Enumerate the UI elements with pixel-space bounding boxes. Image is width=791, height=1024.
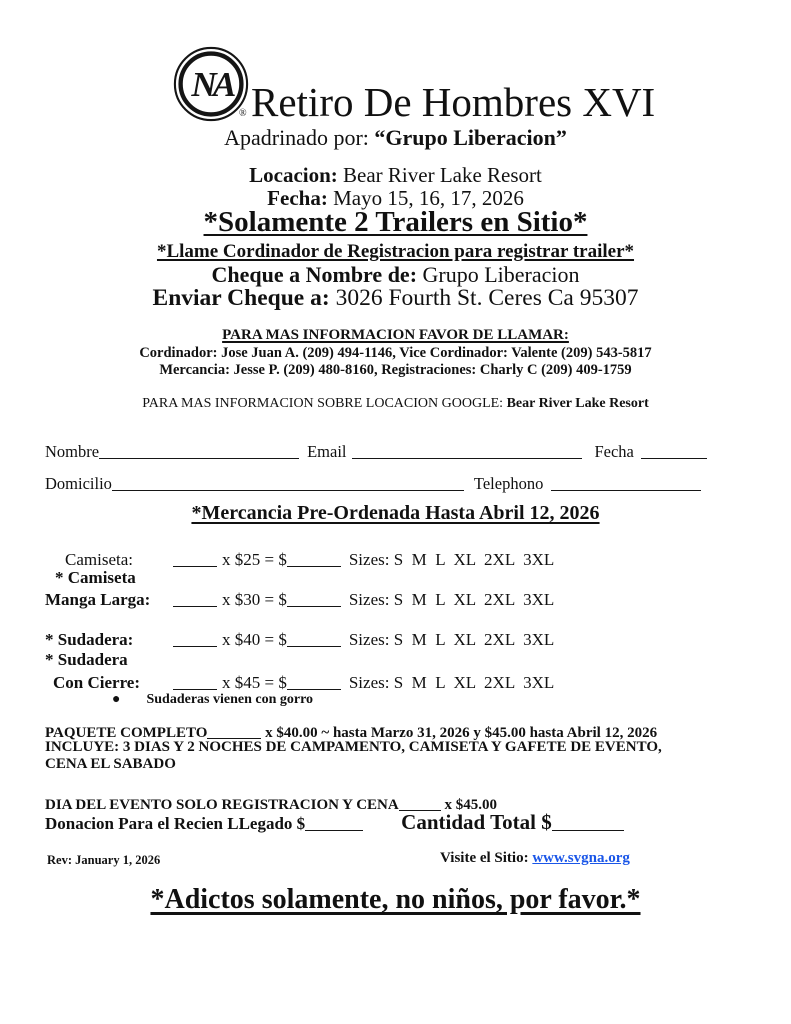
revision-date: Rev: January 1, 2026 xyxy=(47,853,161,867)
hoodie-note-line xyxy=(112,692,313,708)
bullet-icon: ● xyxy=(112,692,121,707)
sizes-list: Sizes: S M L XL 2XL 3XL xyxy=(348,673,555,693)
quantity-blank-line xyxy=(173,630,217,647)
price-formula: x $40 = $ xyxy=(222,630,287,650)
amount-blank-line xyxy=(287,630,341,647)
quantity-blank-line xyxy=(173,590,217,607)
check-payable-label: Cheque a Nombre de: xyxy=(211,262,418,287)
merch-prelabel-camiseta-manga: * Camiseta xyxy=(55,568,136,587)
check-mail-value: 3026 Fourth St. Ceres Ca 95307 xyxy=(329,285,639,311)
contact-phone-line-1: Cordinador: Jose Juan A. (209) 494-1146, Vice Cordinador: Valente (209) 543-5817 xyxy=(139,345,652,361)
name-email-date-row xyxy=(45,440,707,462)
email-label: Email xyxy=(307,441,347,461)
total-blank-line xyxy=(552,814,624,831)
location-value: Bear River Lake Resort xyxy=(337,163,542,187)
sponsor-line xyxy=(0,125,791,151)
website-link[interactable]: www.svgna.org xyxy=(532,850,630,866)
event-day-price: x $45.00 xyxy=(440,797,497,814)
sponsor-prefix: Apadrinado por: xyxy=(224,125,375,150)
package-includes-line: INCLUYE: 3 DIAS Y 2 NOCHES DE CAMPAMENTO, CAMISETA Y GAFETE DE EVENTO, xyxy=(45,739,662,755)
sizes-list: Sizes: S M L XL 2XL 3XL xyxy=(348,630,555,650)
price-formula: x $45 = $ xyxy=(222,673,287,693)
google-info-prefix: PARA MAS INFORMACION SOBRE LOCACION GOOGLE: xyxy=(142,396,507,411)
merch-prelabel-sudadera-cierre: * Sudadera xyxy=(45,650,128,669)
package-dinner-line: CENA EL SABADO xyxy=(45,756,176,772)
phone-blank-line xyxy=(551,474,701,491)
na-circle-icon xyxy=(173,46,249,122)
merch-row-sudadera xyxy=(45,628,554,650)
trailers-heading: *Solamente 2 Trailers en Sitio* xyxy=(203,206,588,238)
event-day-label: DIA DEL EVENTO SOLO REGISTRACION Y CENA xyxy=(45,797,399,814)
trailer-registration-note: *Llame Cordinador de Registracion para registrar trailer* xyxy=(156,241,635,262)
event-day-blank-line xyxy=(399,796,441,811)
merch-heading: *Mercancia Pre-Ordenada Hasta Abril 12, 2026 xyxy=(191,502,600,524)
amount-blank-line xyxy=(287,550,341,567)
merch-label: Camiseta: xyxy=(65,550,133,570)
quantity-blank-line xyxy=(173,550,217,567)
location-line xyxy=(0,163,791,188)
na-monogram: NA xyxy=(191,64,233,104)
adults-only-notice xyxy=(0,884,791,916)
phone-label: Telephono xyxy=(473,473,544,493)
email-blank-line xyxy=(352,442,582,459)
check-mail-line xyxy=(0,285,791,312)
address-blank-line xyxy=(112,474,464,491)
hoodie-note-text: Sudaderas vienen con gorro xyxy=(146,692,314,707)
donation-blank-line xyxy=(305,814,363,831)
adults-only-text: *Adictos solamente, no niños, por favor.* xyxy=(150,884,641,915)
merch-label: Con Cierre: xyxy=(53,673,141,693)
merch-label: Manga Larga: xyxy=(45,590,151,610)
google-info-value: Bear River Lake Resort xyxy=(506,396,649,411)
website-label: Visite el Sitio: xyxy=(440,850,533,866)
google-info-line xyxy=(0,396,791,412)
total-amount-label: Cantidad Total $ xyxy=(401,810,552,834)
date-label: Fecha: xyxy=(267,186,328,210)
merch-row-camiseta xyxy=(45,548,554,570)
contact-phone-line-2: Mercancia: Jesse P. (209) 480-8160, Registraciones: Charly C (209) 409-1759 xyxy=(159,362,632,378)
address-phone-row xyxy=(45,472,701,494)
sizes-list: Sizes: S M L XL 2XL 3XL xyxy=(348,590,555,610)
donation-label: Donacion Para el Recien LLegado $ xyxy=(45,814,306,833)
full-package-label: PAQUETE COMPLETO xyxy=(45,725,208,742)
check-mail-label: Enviar Cheque a: xyxy=(152,285,330,311)
date-blank-line xyxy=(641,442,707,459)
donation-total-row xyxy=(45,810,624,835)
registered-trademark-icon: ® xyxy=(239,108,247,119)
check-payable-value: Grupo Liberacion xyxy=(417,262,580,287)
price-formula: x $30 = $ xyxy=(222,590,287,610)
date-field-label: Fecha xyxy=(594,441,634,461)
quantity-blank-line xyxy=(173,673,217,690)
name-blank-line xyxy=(99,442,299,459)
merch-row-con-cierre xyxy=(45,671,554,693)
price-formula: x $25 = $ xyxy=(222,550,287,570)
sponsor-group-name: “Grupo Liberacion” xyxy=(374,125,567,150)
sizes-list: Sizes: S M L XL 2XL 3XL xyxy=(348,550,555,570)
merch-label: * Sudadera: xyxy=(45,630,134,650)
website-line xyxy=(440,850,630,867)
location-label: Locacion: xyxy=(249,163,338,187)
amount-blank-line xyxy=(287,590,341,607)
address-label: Domicilio xyxy=(45,473,112,493)
merch-row-manga-larga xyxy=(45,588,554,610)
contact-heading: PARA MAS INFORMACION FAVOR DE LLAMAR: xyxy=(222,327,569,343)
package-quantity-blank-line xyxy=(207,724,261,739)
page-title: Retiro De Hombres XVI xyxy=(251,79,656,125)
name-label: Nombre xyxy=(45,441,100,461)
na-logo xyxy=(173,46,249,127)
amount-blank-line xyxy=(287,673,341,690)
date-value: Mayo 15, 16, 17, 2026 xyxy=(327,186,524,210)
full-package-pricing: x $40.00 ~ hasta Marzo 31, 2026 y $45.00 hasta Abril 12, 2026 xyxy=(261,725,658,742)
